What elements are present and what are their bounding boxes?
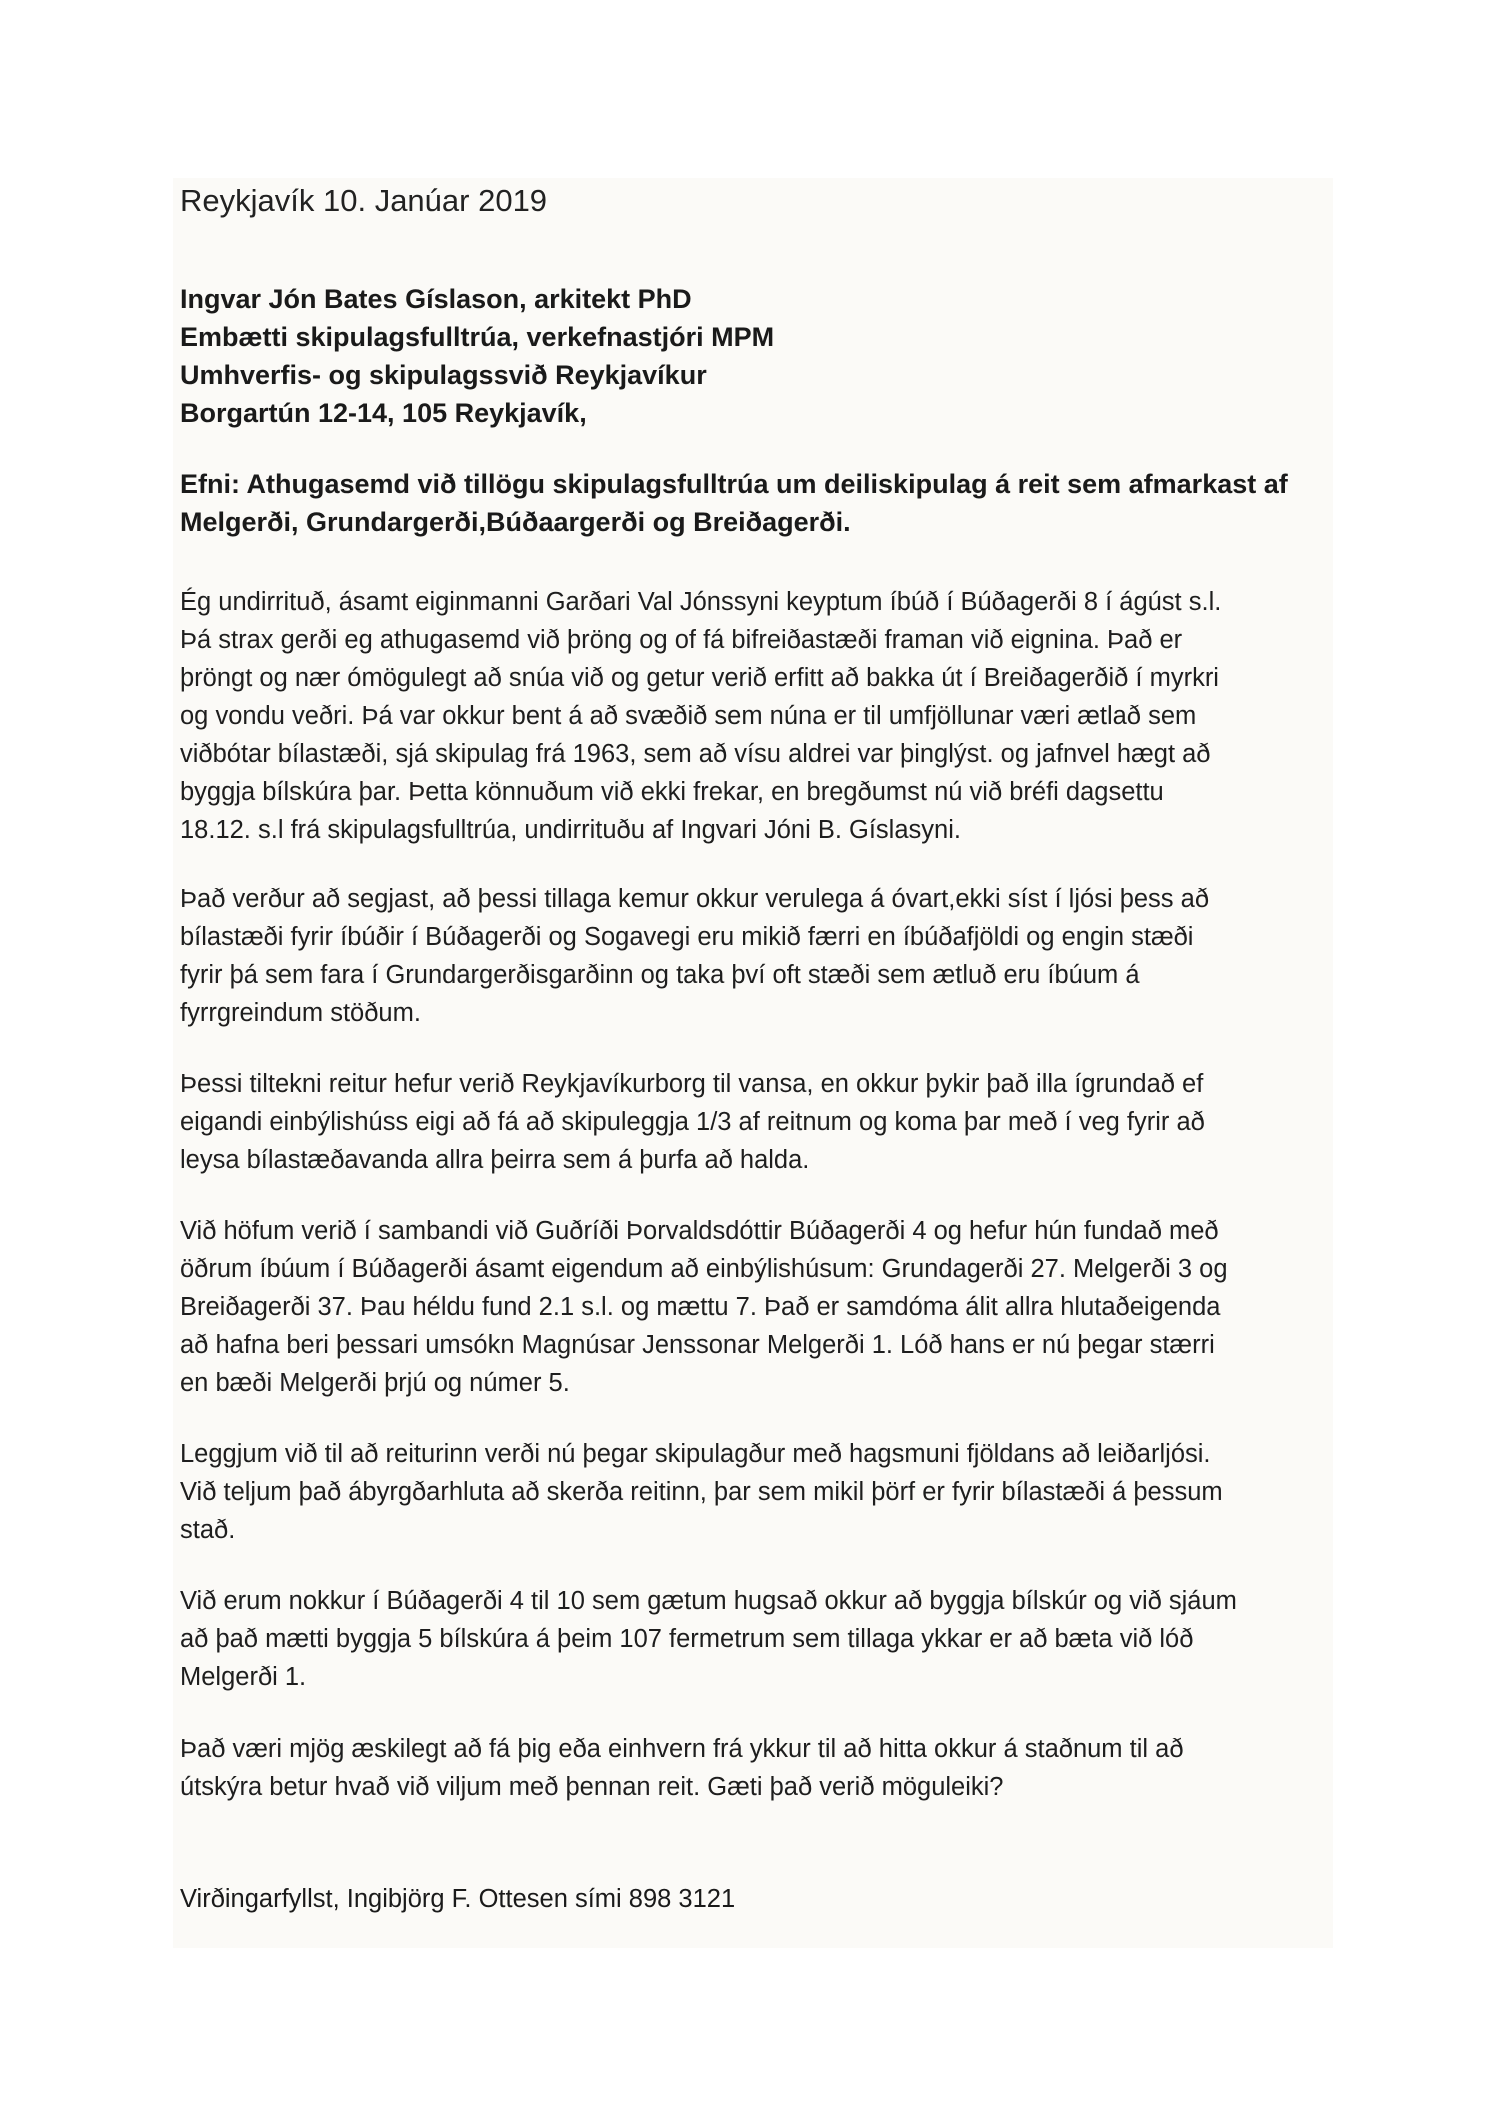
paragraph-line: byggja bílskúra þar. Þetta könnuðum við ekki frekar, en bregðumst nú við bréfi dagsettu: [180, 778, 1164, 806]
paragraph-line: leysa bílastæðavanda allra þeirra sem á þurfa að halda.: [180, 1146, 810, 1174]
paragraph-line: öðrum íbúum í Búðagerði ásamt eigendum að einbýlishúsum: Grundagerði 27. Melgerði 3 og: [180, 1255, 1228, 1283]
paragraph-5: [180, 1435, 1340, 1549]
paragraph-7: [180, 1730, 1340, 1806]
paragraph-line: eigandi einbýlishúss eigi að fá að skipuleggja 1/3 af reitnum og koma þar með í veg fyrir að: [180, 1108, 1205, 1136]
paragraph-line: 18.12. s.l frá skipulagsfulltrúa, undirrituðu af Ingvari Jóni B. Gíslasyni.: [180, 816, 961, 844]
recipient-office: Embætti skipulagsfulltrúa, verkefnastjóri MPM: [180, 322, 775, 352]
paragraph-line: að það mætti byggja 5 bílskúra á þeim 107 fermetrum sem tillaga ykkar er að bæta við lóð: [180, 1625, 1194, 1653]
paragraph-line: bílastæði fyrir íbúðir í Búðagerði og Sogavegi eru mikið færri en íbúðafjöldi og engin stæði: [180, 923, 1194, 951]
paragraph-line: fyrir þá sem fara í Grundargerðisgarðinn og taka því oft stæði sem ætluð eru íbúum á: [180, 961, 1140, 989]
paragraph-line: og vondu veðri. Þá var okkur bent á að svæðið sem núna er til umfjöllunar væri ætlað sem: [180, 702, 1197, 730]
paragraph-line: Það væri mjög æskilegt að fá þig eða einhvern frá ykkur til að hitta okkur á staðnum til að: [180, 1735, 1184, 1763]
paragraph-line: Breiðagerði 37. Þau héldu fund 2.1 s.l. og mættu 7. Það er samdóma álit allra hlutaðeigenda: [180, 1293, 1221, 1321]
paragraph-line: Við höfum verið í sambandi við Guðríði Þorvaldsdóttir Búðagerði 4 og hefur hún fundað með: [180, 1217, 1219, 1245]
paragraph-line: Leggjum við til að reiturinn verði nú þegar skipulagður með hagsmuni fjöldans að leiðarljósi.: [180, 1440, 1211, 1468]
paragraph-line: Þessi tiltekni reitur hefur verið Reykjavíkurborg til vansa, en okkur þykir það illa ígrundað ef: [180, 1070, 1204, 1098]
subject-line-2: Melgerði, Grundargerði,Búðaargerði og Breiðagerði.: [180, 507, 851, 537]
paragraph-line: fyrrgreindum stöðum.: [180, 999, 421, 1027]
subject-line: [180, 465, 1330, 541]
letter-date: Reykjavík 10. Janúar 2019: [180, 183, 548, 218]
paragraph-line: Við erum nokkur í Búðagerði 4 til 10 sem gætum hugsað okkur að byggja bílskúr og við sjáum: [180, 1587, 1237, 1615]
recipient-address: Borgartún 12-14, 105 Reykjavík,: [180, 398, 587, 428]
paragraph-line: en bæði Melgerði þrjú og númer 5.: [180, 1369, 570, 1397]
paragraph-3: [180, 1065, 1340, 1179]
paragraph-line: Ég undirrituð, ásamt eiginmanni Garðari Val Jónssyni keyptum íbúð í Búðagerði 8 í ágúst s.l.: [180, 588, 1222, 616]
paragraph-line: Melgerði 1.: [180, 1663, 307, 1691]
paragraph-1: [180, 583, 1340, 849]
recipient-department: Umhverfis- og skipulagssvið Reykjavíkur: [180, 360, 707, 390]
paragraph-6: [180, 1582, 1340, 1696]
paragraph-line: útskýra betur hvað við viljum með þennan reit. Gæti það verið möguleiki?: [180, 1773, 1004, 1801]
recipient-block: [180, 280, 1330, 432]
paragraph-line: að hafna beri þessari umsókn Magnúsar Jenssonar Melgerði 1. Lóð hans er nú þegar stærri: [180, 1331, 1215, 1359]
recipient-name: Ingvar Jón Bates Gíslason, arkitekt PhD: [180, 284, 692, 314]
paragraph-line: stað.: [180, 1516, 236, 1544]
paragraph-line: Það verður að segjast, að þessi tillaga kemur okkur verulega á óvart,ekki síst í ljósi þess að: [180, 885, 1210, 913]
subject-line-1: Efni: Athugasemd við tillögu skipulagsfulltrúa um deiliskipulag á reit sem afmarkast af: [180, 469, 1288, 499]
paragraph-line: viðbótar bílastæði, sjá skipulag frá 1963, sem að vísu aldrei var þinglýst. og jafnvel hægt að: [180, 740, 1211, 768]
paragraph-line: Þá strax gerði eg athugasemd við þröng og of fá bifreiðastæði framan við eignina. Það er: [180, 626, 1183, 654]
paragraph-2: [180, 880, 1340, 1032]
paragraph-line: þröngt og nær ómögulegt að snúa við og getur verið erfitt að bakka út í Breiðagerðið í myrkri: [180, 664, 1219, 692]
signature: Virðingarfyllst, Ingibjörg F. Ottesen sími 898 3121: [180, 1885, 736, 1913]
paragraph-line: Við teljum það ábyrgðarhluta að skerða reitinn, þar sem mikil þörf er fyrir bílastæði á þessum: [180, 1478, 1223, 1506]
paragraph-4: [180, 1212, 1340, 1402]
